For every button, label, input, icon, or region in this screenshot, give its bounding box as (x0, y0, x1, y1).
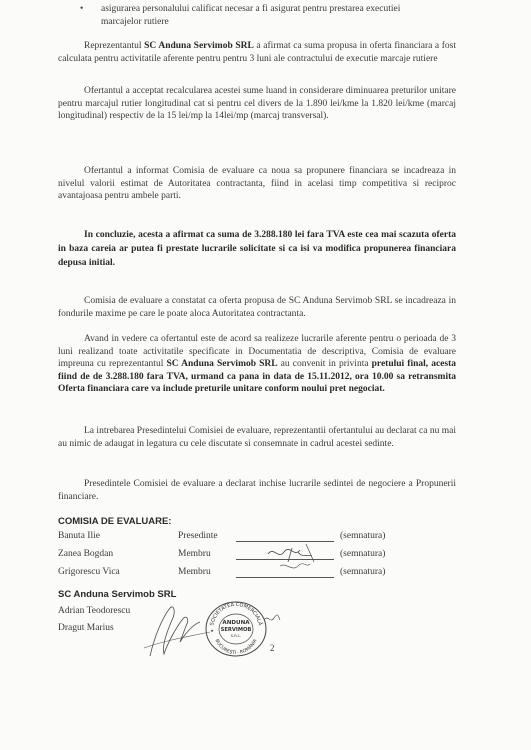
signature-label: (semnatura) (340, 531, 386, 541)
stamp-top-text: SOCIETATEA COMERCIALĂ (209, 601, 263, 627)
paragraph-closing: Presedintele Comisiei de evaluare a declarat inchise lucrarile sedintei de negociere a Propunerii financiare. (58, 479, 456, 502)
stamp-name-line: SERVIMOB (220, 627, 252, 633)
paragraph-representative-statement (58, 40, 456, 65)
stamp-star-icon: ★ (210, 628, 214, 633)
paragraph-recalculation: Ofertantul a acceptat recalcularea acestei sume luand in considerare diminuarea preturilor unitare pentru marcajul rutier longitudinal cat si pentru cel divers de la 1.890 lei/kme la 1.820 lei/kme (marcaj longitudinal) respectiv de la 15 lei/mp la 14lei/mp (marcaj transversal). (58, 86, 456, 122)
stamp-bottom-text: BUCUREŞTI · ROMÂNIA (213, 638, 259, 657)
member-role: Membru (178, 567, 211, 577)
company-heading: SC Anduna Servimob SRL (58, 589, 177, 600)
initials-scribble (262, 610, 282, 626)
text: au convenit in privinta (277, 359, 372, 370)
paragraph-nothing-to-add: La intrebarea Presedintelui Comisiei de evaluare, reprezentantii ofertantului au declarat ca nu mai au nimic de adaugat in legatura cu cele discutate si consemnate in cadrul acestei sedinte. (58, 426, 456, 449)
text: Reprezentantul (84, 41, 145, 51)
representative-name: Dragut Marius (58, 623, 114, 633)
stamp-name-line: ANDUNA (222, 620, 250, 626)
paragraph-offer-fits-budget: Ofertantul a informat Comisia de evaluare ca noua sa propunere financiara se incadreaza in nivelul valorii estimat de Autoritatea contractanta, fiind in acelasi timp competitiva si reciproc avantajoasa pentru ambele parti. (58, 166, 456, 202)
handwritten-signatures (240, 532, 350, 582)
text: a afirmat ca suma propusa in oferta financiara a fost calculata pentru activitatile aferente pentru pentru 3 luni ale contractului de executie marcaje rutiere (58, 41, 456, 64)
paragraph-agreement (58, 333, 456, 396)
company-name: SC Anduna Servimob SRL (144, 41, 254, 51)
page-number: 2 (270, 643, 275, 653)
bullet-item (101, 3, 496, 28)
bullet-marker: • (80, 4, 84, 14)
final-price-terms: pretului final, acesta fiind de de 3.288.180 fara TVA, urmand ca pana in data de 15.11.2012, ora 10.00 sa retransmita Oferta financiara care va include preturile unitare conform noului pret negociat. (58, 359, 457, 395)
commission-heading: COMISIA DE EVALUARE: (58, 516, 172, 527)
member-name: Banuta Ilie (58, 531, 100, 541)
member-name: Zanea Bogdan (58, 549, 114, 559)
member-name: Grigorescu Vica (58, 567, 120, 577)
company-stamp (204, 600, 268, 658)
member-role: Membru (178, 549, 211, 559)
member-role: Presedinte (178, 531, 218, 541)
bullet-line-2: marcajelor rutiere (101, 16, 169, 27)
paragraph-commission-finding: Comisia de evaluare a constatat ca oferta propusa de SC Anduna Servimob SRL se incadreaza in fondurile maxime pe care le poate aloca Autoritatea contractanta. (58, 296, 456, 319)
company-name: SC Anduna Servimob SRL (166, 359, 278, 370)
signature-label: (semnatura) (340, 549, 386, 559)
representative-name: Adrian Teodorescu (58, 606, 131, 616)
stamp-name-line: S.R.L. (230, 633, 242, 638)
bullet-line-1: asigurarea personalului calificat necesar a fi asigurat pentru prestarea executiei (101, 4, 401, 14)
signature-label: (semnatura) (340, 567, 386, 577)
paragraph-conclusion: In concluzie, acesta a afirmat ca suma de 3.288.180 lei fara TVA este cea mai scazuta oferta in baza careia ar putea fi prestate lucrarile solicitate si ca isi va modifica propunerea financiara depusa initial. (58, 230, 456, 268)
text: Avand in vedere ca ofertantul este de acord sa realizeze lucrarile aferente pentru o perioada de 3 luni realizand toate activitatile specificate in Documentatia de descriptiva, Comisia de evaluare impreuna cu reprezentantul (58, 334, 456, 370)
